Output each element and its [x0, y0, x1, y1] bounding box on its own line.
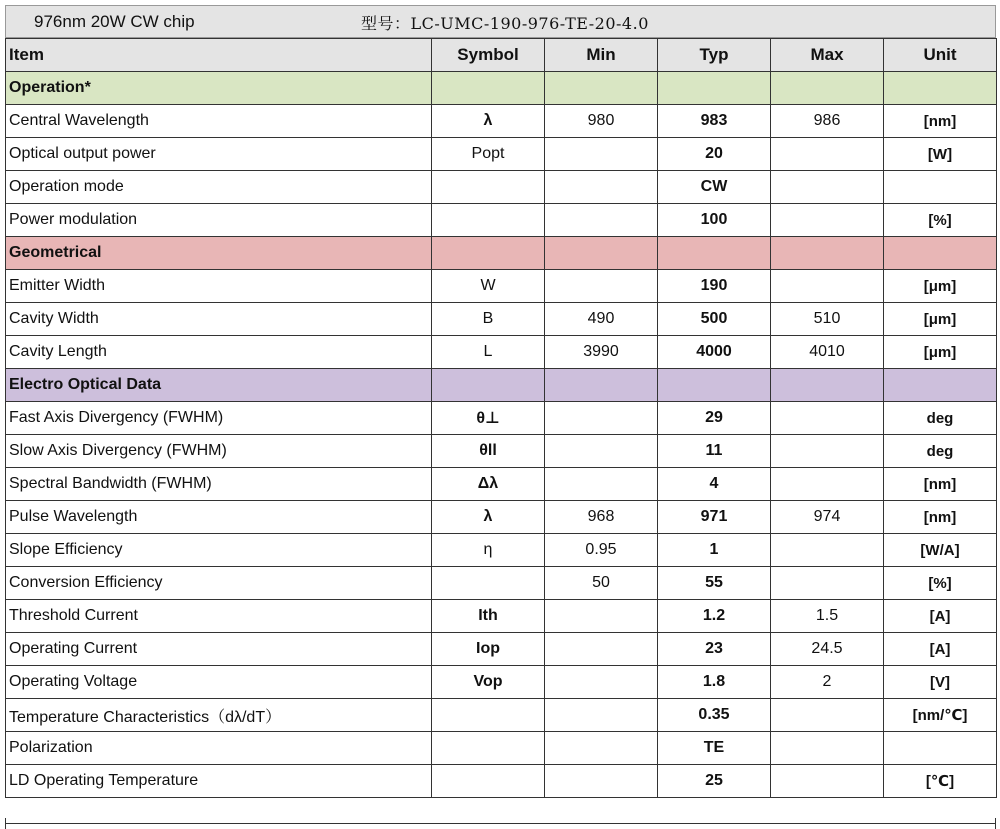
cell-min — [545, 468, 658, 501]
cell-item: Fast Axis Divergency (FWHM) — [6, 402, 432, 435]
cell-unit: deg — [884, 435, 997, 468]
cell-max — [771, 468, 884, 501]
section-cell — [658, 72, 771, 105]
cell-min: 0.95 — [545, 534, 658, 567]
cell-max — [771, 204, 884, 237]
cell-symbol — [432, 171, 545, 204]
table-row — [6, 732, 997, 765]
left-edge-line — [5, 818, 6, 829]
bottom-border — [5, 823, 996, 824]
table-row — [6, 105, 997, 138]
cell-max — [771, 138, 884, 171]
cell-max: 4010 — [771, 336, 884, 369]
cell-min — [545, 204, 658, 237]
section-cell — [545, 369, 658, 402]
cell-unit — [884, 732, 997, 765]
cell-symbol — [432, 732, 545, 765]
table-row — [6, 699, 997, 732]
cell-unit: [nm] — [884, 501, 997, 534]
cell-unit: [nm/℃] — [884, 699, 997, 732]
cell-max: 986 — [771, 105, 884, 138]
cell-typ: 1 — [658, 534, 771, 567]
cell-symbol: Ith — [432, 600, 545, 633]
cell-max — [771, 171, 884, 204]
cell-item: Conversion Efficiency — [6, 567, 432, 600]
section-title: Operation* — [6, 72, 432, 105]
table-row — [6, 600, 997, 633]
cell-max — [771, 402, 884, 435]
cell-typ: 29 — [658, 402, 771, 435]
table-row — [6, 501, 997, 534]
section-cell — [771, 237, 884, 270]
cell-max — [771, 435, 884, 468]
cell-item: LD Operating Temperature — [6, 765, 432, 798]
table-row — [6, 666, 997, 699]
cell-symbol: Popt — [432, 138, 545, 171]
column-header-min: Min — [545, 39, 658, 72]
cell-typ: 4000 — [658, 336, 771, 369]
cell-typ: 500 — [658, 303, 771, 336]
cell-typ: 1.8 — [658, 666, 771, 699]
table-row — [6, 138, 997, 171]
cell-typ: 23 — [658, 633, 771, 666]
cell-item: Operation mode — [6, 171, 432, 204]
table-row — [6, 534, 997, 567]
cell-symbol: Iop — [432, 633, 545, 666]
cell-symbol: B — [432, 303, 545, 336]
table-row — [6, 468, 997, 501]
cell-symbol: λ — [432, 501, 545, 534]
section-cell — [771, 72, 884, 105]
cell-min: 490 — [545, 303, 658, 336]
column-header-max: Max — [771, 39, 884, 72]
cell-typ: 4 — [658, 468, 771, 501]
cell-unit: [℃] — [884, 765, 997, 798]
section-cell — [884, 237, 997, 270]
cell-max: 1.5 — [771, 600, 884, 633]
cell-min: 3990 — [545, 336, 658, 369]
table-row — [6, 633, 997, 666]
cell-unit: [μm] — [884, 270, 997, 303]
section-row — [6, 237, 997, 270]
section-cell — [884, 72, 997, 105]
cell-min — [545, 699, 658, 732]
cell-typ: 1.2 — [658, 600, 771, 633]
section-cell — [432, 237, 545, 270]
cell-symbol: η — [432, 534, 545, 567]
cell-max: 2 — [771, 666, 884, 699]
cell-item: Spectral Bandwidth (FWHM) — [6, 468, 432, 501]
cell-max — [771, 765, 884, 798]
cell-item: Emitter Width — [6, 270, 432, 303]
cell-typ: 25 — [658, 765, 771, 798]
cell-symbol: θ⊥ — [432, 402, 545, 435]
cell-typ: 190 — [658, 270, 771, 303]
cell-min — [545, 138, 658, 171]
section-cell — [884, 369, 997, 402]
cell-item: Power modulation — [6, 204, 432, 237]
cell-unit: [nm] — [884, 468, 997, 501]
cell-min — [545, 633, 658, 666]
cell-item: Temperature Characteristics（dλ/dT） — [6, 699, 432, 732]
section-cell — [658, 237, 771, 270]
cell-item: Cavity Width — [6, 303, 432, 336]
cell-min — [545, 435, 658, 468]
cell-max: 974 — [771, 501, 884, 534]
cell-unit: [nm] — [884, 105, 997, 138]
table-row — [6, 567, 997, 600]
section-cell — [771, 369, 884, 402]
cell-symbol: Vop — [432, 666, 545, 699]
cell-min — [545, 600, 658, 633]
cell-min — [545, 402, 658, 435]
cell-typ: CW — [658, 171, 771, 204]
table-row — [6, 303, 997, 336]
cell-item: Cavity Length — [6, 336, 432, 369]
cell-unit: [μm] — [884, 303, 997, 336]
right-edge-line — [995, 818, 996, 829]
cell-typ: 983 — [658, 105, 771, 138]
section-row — [6, 369, 997, 402]
cell-min: 980 — [545, 105, 658, 138]
section-row — [6, 72, 997, 105]
cell-unit: [V] — [884, 666, 997, 699]
cell-min — [545, 666, 658, 699]
table-row — [6, 336, 997, 369]
cell-typ: 971 — [658, 501, 771, 534]
cell-item: Pulse Wavelength — [6, 501, 432, 534]
title-bar — [5, 5, 996, 38]
cell-unit: [μm] — [884, 336, 997, 369]
cell-item: Central Wavelength — [6, 105, 432, 138]
cell-typ: 100 — [658, 204, 771, 237]
table-header-row — [6, 39, 997, 72]
cell-typ: TE — [658, 732, 771, 765]
section-title: Geometrical — [6, 237, 432, 270]
spec-table — [5, 38, 997, 798]
cell-symbol: θll — [432, 435, 545, 468]
table-row — [6, 435, 997, 468]
section-cell — [658, 369, 771, 402]
cell-unit: [A] — [884, 633, 997, 666]
section-cell — [432, 369, 545, 402]
cell-symbol: L — [432, 336, 545, 369]
column-header-unit: Unit — [884, 39, 997, 72]
cell-max: 510 — [771, 303, 884, 336]
cell-max: 24.5 — [771, 633, 884, 666]
cell-symbol — [432, 567, 545, 600]
cell-symbol: λ — [432, 105, 545, 138]
cell-item: Slope Efficiency — [6, 534, 432, 567]
column-header-symbol: Symbol — [432, 39, 545, 72]
cell-item: Operating Voltage — [6, 666, 432, 699]
cell-item: Polarization — [6, 732, 432, 765]
section-title: Electro Optical Data — [6, 369, 432, 402]
cell-min — [545, 270, 658, 303]
table-row — [6, 402, 997, 435]
section-cell — [545, 237, 658, 270]
table-row — [6, 204, 997, 237]
cell-item: Slow Axis Divergency (FWHM) — [6, 435, 432, 468]
cell-min — [545, 171, 658, 204]
table-row — [6, 765, 997, 798]
cell-unit — [884, 171, 997, 204]
cell-item: Optical output power — [6, 138, 432, 171]
cell-min: 50 — [545, 567, 658, 600]
cell-item: Threshold Current — [6, 600, 432, 633]
cell-unit: deg — [884, 402, 997, 435]
cell-item: Operating Current — [6, 633, 432, 666]
cell-symbol — [432, 204, 545, 237]
cell-unit: [%] — [884, 204, 997, 237]
cell-max — [771, 534, 884, 567]
cell-typ: 55 — [658, 567, 771, 600]
cell-min — [545, 732, 658, 765]
cell-symbol: W — [432, 270, 545, 303]
model-number: 型号：LC-UMC-190-976-TE-20-4.0 — [361, 14, 649, 33]
cell-max — [771, 699, 884, 732]
section-cell — [545, 72, 658, 105]
cell-unit: [W/A] — [884, 534, 997, 567]
cell-min — [545, 765, 658, 798]
table-row — [6, 171, 997, 204]
cell-max — [771, 567, 884, 600]
cell-max — [771, 732, 884, 765]
cell-typ: 20 — [658, 138, 771, 171]
cell-symbol — [432, 699, 545, 732]
section-cell — [432, 72, 545, 105]
cell-unit: [A] — [884, 600, 997, 633]
cell-max — [771, 270, 884, 303]
cell-unit: [W] — [884, 138, 997, 171]
cell-min: 968 — [545, 501, 658, 534]
spec-table-body — [6, 72, 997, 798]
column-header-typ: Typ — [658, 39, 771, 72]
column-header-item: Item — [6, 39, 432, 72]
cell-typ: 11 — [658, 435, 771, 468]
table-row — [6, 270, 997, 303]
chip-title: 976nm 20W CW chip — [34, 12, 195, 31]
cell-typ: 0.35 — [658, 699, 771, 732]
cell-symbol: Δλ — [432, 468, 545, 501]
cell-symbol — [432, 765, 545, 798]
cell-unit: [%] — [884, 567, 997, 600]
